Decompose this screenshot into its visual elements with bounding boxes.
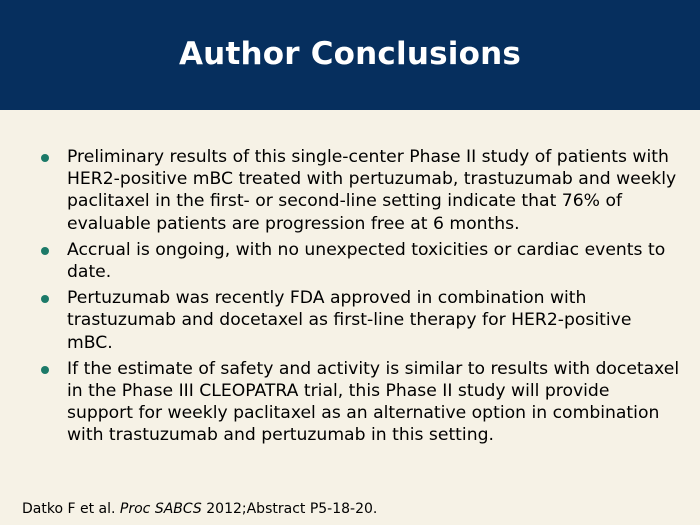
conclusions-list — [40, 146, 680, 451]
conclusion-text: Pertuzumab was recently FDA approved in combination with trastuzumab and docetaxel as first-line therapy for HER2-positive mBC. — [67, 288, 632, 353]
citation-journal: Proc SABCS — [119, 501, 202, 517]
conclusion-item — [40, 146, 680, 235]
bullet-dot-icon — [41, 366, 49, 374]
conclusion-text: If the estimate of safety and activity is similar to results with docetaxel in the Phase III CLEOPATRA trial, this Phase II study will provide support for weekly paclitaxel as an alternative option in combination with trastuzumab and pertuzumab in this setting. — [67, 358, 680, 446]
bullet-dot-icon — [41, 247, 49, 255]
slide-header — [0, 0, 700, 110]
bullet-dot-icon — [41, 154, 49, 162]
conclusion-item — [40, 239, 680, 283]
conclusion-item — [40, 287, 680, 354]
conclusion-item — [40, 358, 680, 447]
citation — [22, 500, 377, 518]
citation-details: 2012;Abstract P5-18-20. — [201, 501, 378, 517]
citation-authors: Datko F et al. — [22, 501, 120, 517]
conclusion-text: Preliminary results of this single-center Phase II study of patients with HER2-positive mBC treated with pertuzumab, trastuzumab and weekly paclitaxel in the first- or second-line setting indicate that 76% of evaluable patients are progression free at 6 months. — [67, 147, 677, 234]
bullet-dot-icon — [41, 295, 49, 303]
slide-title: Author Conclusions — [178, 36, 521, 72]
conclusion-text: Accrual is ongoing, with no unexpected toxicities or cardiac events to date. — [67, 239, 666, 283]
